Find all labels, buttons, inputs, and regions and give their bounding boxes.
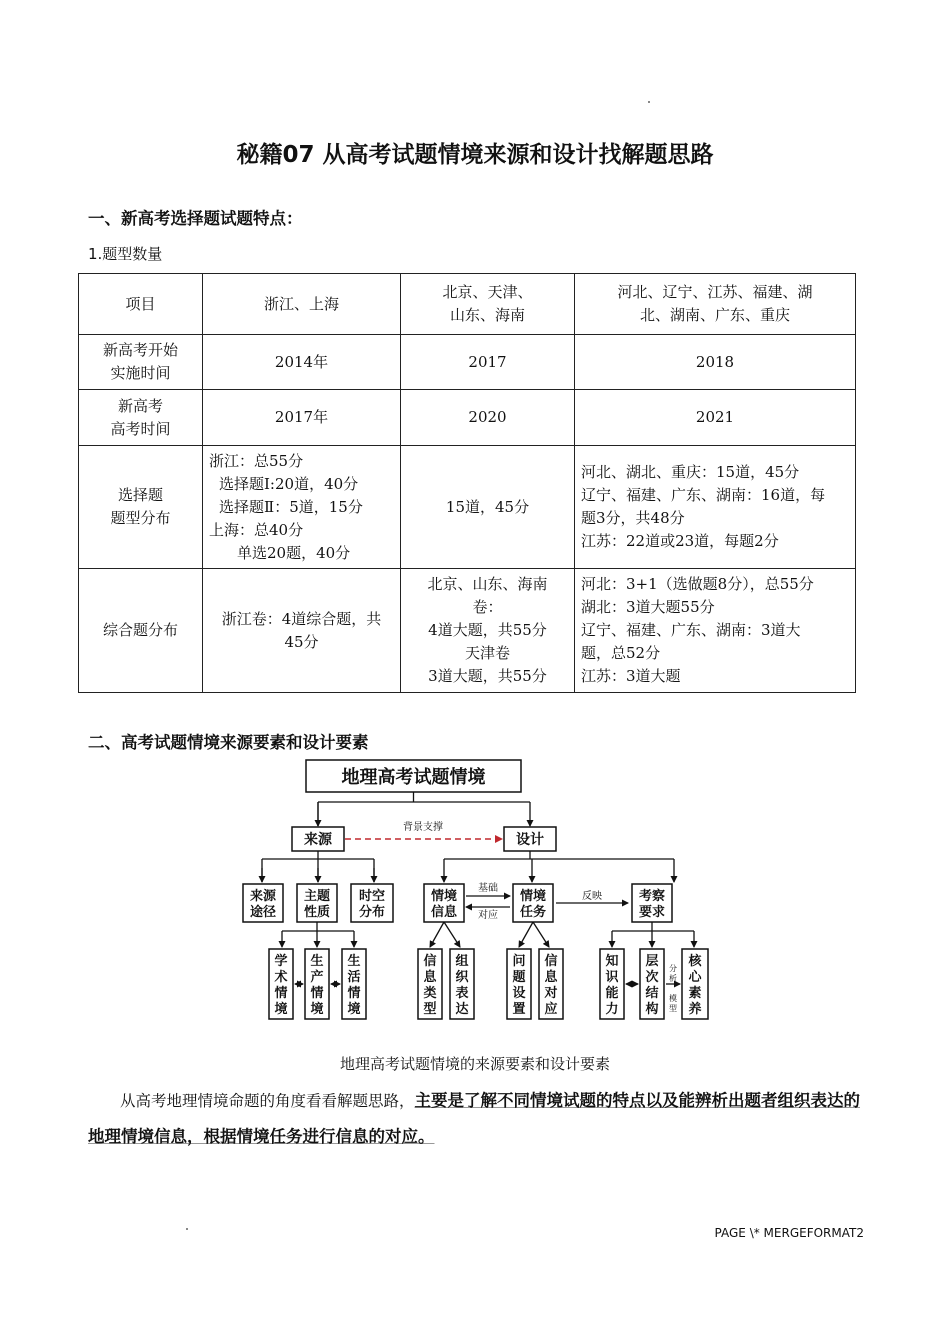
table-cell [575,446,856,569]
diagram-node-design [504,827,556,851]
svg-text:题: 题 [512,970,526,985]
svg-text:信: 信 [544,954,558,969]
cell-line: 河北、辽宁、江苏、福建、湖 [617,283,813,301]
cell-line: 实施时间 [110,364,171,382]
edge-label: 反映 [582,891,602,902]
svg-text:境: 境 [310,1002,324,1017]
svg-text:问: 问 [512,954,526,969]
table-row [79,446,856,569]
cell-line: 北、湖南、广东、重庆 [639,306,790,324]
svg-text:知: 知 [605,954,619,969]
table-header-cell [575,274,856,335]
svg-text:能: 能 [605,986,619,1001]
cell-line: 选择题Ⅰ:20道，40分 [219,474,359,493]
cell-line: 江苏：3道大题 [581,667,681,685]
svg-text:表: 表 [455,986,469,1001]
paragraph-emphasis: 主要是了解不同情境试题的特点以及能辨析出题者组织表达的地理情境信息，根据情境任务进行信息的对应。 [88,1091,861,1146]
svg-text:信: 信 [423,954,437,969]
table-cell: 2017 [401,335,575,390]
svg-text:设: 设 [512,986,526,1001]
table-cell [79,446,203,569]
table-row [79,274,856,335]
question-type-table [78,273,856,693]
table-cell: 综合题分布 [79,569,203,693]
svg-text:性质: 性质 [303,905,331,920]
diagram-node-task [513,884,553,922]
svg-text:模: 模 [669,994,677,1003]
svg-text:情: 情 [310,986,324,1001]
svg-text:产: 产 [310,970,324,985]
table-cell: 2021 [575,390,856,446]
diagram-leaf-knowledge [600,949,624,1019]
table-header-cell: 浙江、上海 [203,274,401,335]
svg-text:考察: 考察 [638,889,666,904]
cell-line: 3道大题，共55分 [428,667,547,685]
cell-line: 新高考 [117,396,163,415]
table-row [79,390,856,446]
table-cell [575,569,856,693]
svg-text:来源: 来源 [249,889,277,904]
table-row [79,569,856,693]
svg-text:分: 分 [669,964,677,973]
speck [186,1228,188,1230]
svg-text:境: 境 [274,1002,288,1017]
section-heading-1: 一、新高考选择题试题特点： [88,209,303,228]
svg-text:设计: 设计 [516,832,544,848]
cell-line: 江苏：22道或23道，每题2分 [581,532,779,550]
table-cell [203,446,401,569]
cell-line: 单选20题，40分 [237,543,351,562]
svg-text:分布: 分布 [358,905,386,920]
situation-diagram [238,758,718,1026]
svg-text:结: 结 [645,986,659,1001]
diagram-leaf-hierarchy [640,949,664,1019]
cell-line: 45分 [284,632,319,651]
svg-text:识: 识 [605,970,619,985]
cell-line: 上海：总40分 [209,520,304,539]
svg-text:息: 息 [544,970,558,985]
diagram-leaf-life [342,949,366,1019]
svg-text:对: 对 [544,986,558,1001]
cell-line: 山东、海南 [449,306,525,324]
svg-text:主题: 主题 [303,889,331,904]
edge-label: 对应 [478,910,498,921]
diagram-leaf-production [305,949,329,1019]
svg-text:力: 力 [605,1002,619,1017]
svg-text:型: 型 [423,1002,437,1017]
svg-text:来源: 来源 [304,832,332,848]
cell-line: 北京、山东、海南 [427,575,548,593]
svg-text:学: 学 [274,954,288,969]
cell-line: 题型分布 [110,509,171,527]
table-row [79,335,856,390]
svg-text:情: 情 [347,986,361,1001]
svg-text:应: 应 [544,1002,558,1017]
svg-text:心: 心 [688,970,702,985]
cell-line: 题，总52分 [581,644,661,662]
diagram-node-src-route [243,884,283,922]
table-cell [79,335,203,390]
analysis-model-label [669,963,677,1013]
diagram-node-info [424,884,464,922]
diagram-leaf-info-type [418,949,442,1019]
svg-text:术: 术 [274,970,288,985]
body-paragraph [88,1083,868,1155]
table-cell: 2017年 [203,390,401,446]
diagram-node-requirement [632,884,672,922]
diagram-node-src-spacetime [351,884,393,922]
svg-text:达: 达 [455,1002,469,1017]
table-cell [401,569,575,693]
cell-line: 河北：3+1（选做题8分），总55分 [581,575,814,593]
svg-text:地理高考试题情境: 地理高考试题情境 [341,767,486,788]
svg-text:织: 织 [455,970,469,985]
cell-line: 辽宁、福建、广东、湖南：3道大 [581,621,801,639]
table-header-cell: 项目 [79,274,203,335]
svg-text:生: 生 [310,954,324,969]
svg-text:生: 生 [347,954,361,969]
svg-text:活: 活 [347,970,361,985]
svg-text:核: 核 [688,954,702,969]
table-header-cell [401,274,575,335]
table-cell: 15道，45分 [401,446,575,569]
table-cell [79,390,203,446]
diagram-leaf-academic [269,949,293,1019]
svg-text:类: 类 [423,986,437,1001]
svg-text:素: 素 [688,986,702,1001]
paragraph-text: 从高考地理情境命题的角度看看解题思路， [120,1092,415,1110]
diagram-node-top [306,760,521,792]
svg-text:组: 组 [455,954,469,969]
table-cell: 2020 [401,390,575,446]
table-cell [203,569,401,693]
svg-text:途径: 途径 [249,905,277,920]
cell-line: 浙江卷：4道综合题，共 [221,609,382,628]
cell-line: 高考时间 [110,419,171,438]
diagram-leaf-literacy [682,949,708,1019]
svg-text:时空: 时空 [358,889,386,904]
cell-line: 北京、天津、 [442,283,533,301]
cell-line: 河北、湖北、重庆：15道，45分 [581,463,800,481]
diagram-node-src-theme [297,884,337,922]
page-title: 秘籍07 从高考试题情境来源和设计找解题思路 [236,142,714,168]
edge-label: 背景支撑 [403,822,443,833]
table-cell: 2018 [575,335,856,390]
cell-line: 浙江：总55分 [209,451,304,470]
cell-line: 天津卷 [464,644,510,662]
edge-label: 基础 [478,883,498,894]
svg-text:次: 次 [645,970,659,985]
svg-text:型: 型 [669,1004,677,1013]
cell-line: 卷： [472,598,503,616]
diagram-leaf-info-match [539,949,563,1019]
svg-text:境: 境 [347,1002,361,1017]
cell-line: 新高考开始 [102,341,178,359]
svg-text:养: 养 [688,1002,702,1017]
svg-text:要求: 要求 [638,905,666,920]
table-cell: 2014年 [203,335,401,390]
speck [648,101,650,103]
subsection-heading: 1.题型数量 [88,245,163,263]
diagram-leaf-organize [450,949,474,1019]
cell-line: 选择题 [117,486,163,504]
svg-text:信息: 信息 [430,905,458,920]
diagram-node-source [292,827,344,851]
svg-text:层: 层 [645,954,659,969]
svg-text:情: 情 [274,986,288,1001]
svg-text:析: 析 [669,974,677,983]
cell-line: 选择题Ⅱ：5道，15分 [219,497,363,516]
section-heading-2: 二、高考试题情境来源要素和设计要素 [88,733,369,752]
svg-text:情境: 情境 [430,889,458,904]
cell-line: 辽宁、福建、广东、湖南：16道，每 [581,486,826,504]
diagram-leaf-question [507,949,531,1019]
svg-text:构: 构 [645,1002,659,1017]
svg-text:任务: 任务 [519,905,547,920]
svg-text:置: 置 [512,1002,526,1017]
svg-text:息: 息 [423,970,437,985]
cell-line: 湖北：3道大题55分 [581,598,715,616]
page-footer: PAGE \* MERGEFORMAT2 [714,1226,864,1240]
cell-line: 题3分，共48分 [581,509,685,527]
figure-caption: 地理高考试题情境的来源要素和设计要素 [339,1055,610,1073]
cell-line: 4道大题，共55分 [428,621,547,639]
svg-text:情境: 情境 [519,889,547,904]
